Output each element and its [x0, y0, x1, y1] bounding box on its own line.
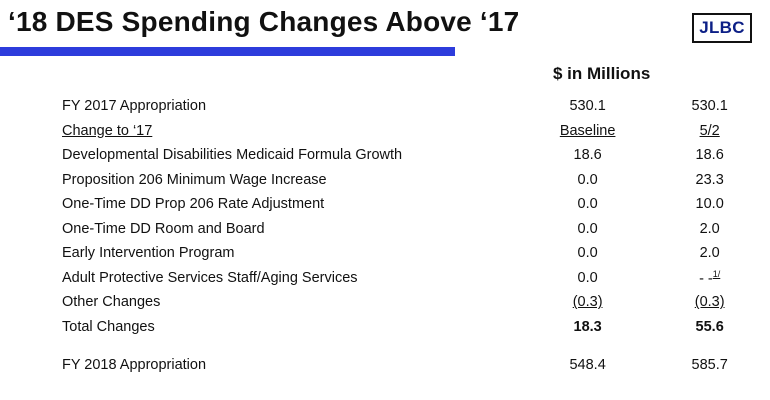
may2-value: (0.3) — [694, 294, 725, 311]
baseline-value: 0.0 — [577, 196, 598, 213]
table-row — [55, 94, 770, 119]
footnote-marker: 1/ — [712, 268, 721, 279]
baseline-value: 0.0 — [577, 269, 598, 286]
baseline-value: (0.3) — [572, 294, 603, 311]
table-row — [55, 119, 770, 144]
row-label: Change to ‘17 — [62, 122, 153, 139]
jlbc-logo: JLBC — [692, 13, 752, 43]
baseline-total: 18.3 — [573, 318, 602, 335]
table-row — [55, 168, 770, 193]
table-row — [55, 143, 770, 168]
baseline-value: 18.6 — [573, 147, 602, 164]
may2-value: 530.1 — [691, 98, 728, 115]
may2-value: 10.0 — [695, 196, 724, 213]
slide-title: ‘18 DES Spending Changes Above ‘17 — [8, 6, 520, 37]
baseline-header: Baseline — [559, 122, 616, 139]
row-label: FY 2017 Appropriation — [62, 98, 207, 115]
spacer-row — [55, 339, 770, 353]
spending-table — [55, 94, 770, 378]
baseline-value: 548.4 — [569, 357, 606, 374]
may2-value-cell — [649, 266, 770, 291]
row-label: Adult Protective Services Staff/Aging Services — [62, 269, 358, 286]
may2-value: 585.7 — [691, 357, 728, 374]
may2-value: - - — [699, 270, 713, 287]
may2-header: 5/2 — [699, 122, 720, 139]
baseline-value: 530.1 — [569, 98, 606, 115]
units-label: $ in Millions — [553, 64, 651, 83]
row-label: Total Changes — [62, 318, 155, 335]
may2-total: 55.6 — [695, 318, 724, 335]
row-label: FY 2018 Appropriation — [62, 357, 207, 374]
title-underline-bar — [0, 47, 455, 56]
table-row — [55, 192, 770, 217]
row-label: Other Changes — [62, 294, 161, 311]
table-row — [55, 353, 770, 378]
baseline-value: 0.0 — [577, 245, 598, 262]
table-row — [55, 290, 770, 315]
table-row — [55, 241, 770, 266]
may2-value: 2.0 — [699, 245, 720, 262]
row-label: Developmental Disabilities Medicaid Formula Growth — [62, 147, 403, 164]
may2-value: 2.0 — [699, 220, 720, 237]
table-row — [55, 217, 770, 242]
table-row — [55, 266, 770, 291]
may2-value: 23.3 — [695, 171, 724, 188]
baseline-value: 0.0 — [577, 171, 598, 188]
baseline-value: 0.0 — [577, 220, 598, 237]
row-label: One-Time DD Room and Board — [62, 220, 265, 237]
table-row — [55, 315, 770, 340]
row-label: Proposition 206 Minimum Wage Increase — [62, 171, 327, 188]
row-label: One-Time DD Prop 206 Rate Adjustment — [62, 196, 325, 213]
row-label: Early Intervention Program — [62, 245, 235, 262]
may2-value: 18.6 — [695, 147, 724, 164]
